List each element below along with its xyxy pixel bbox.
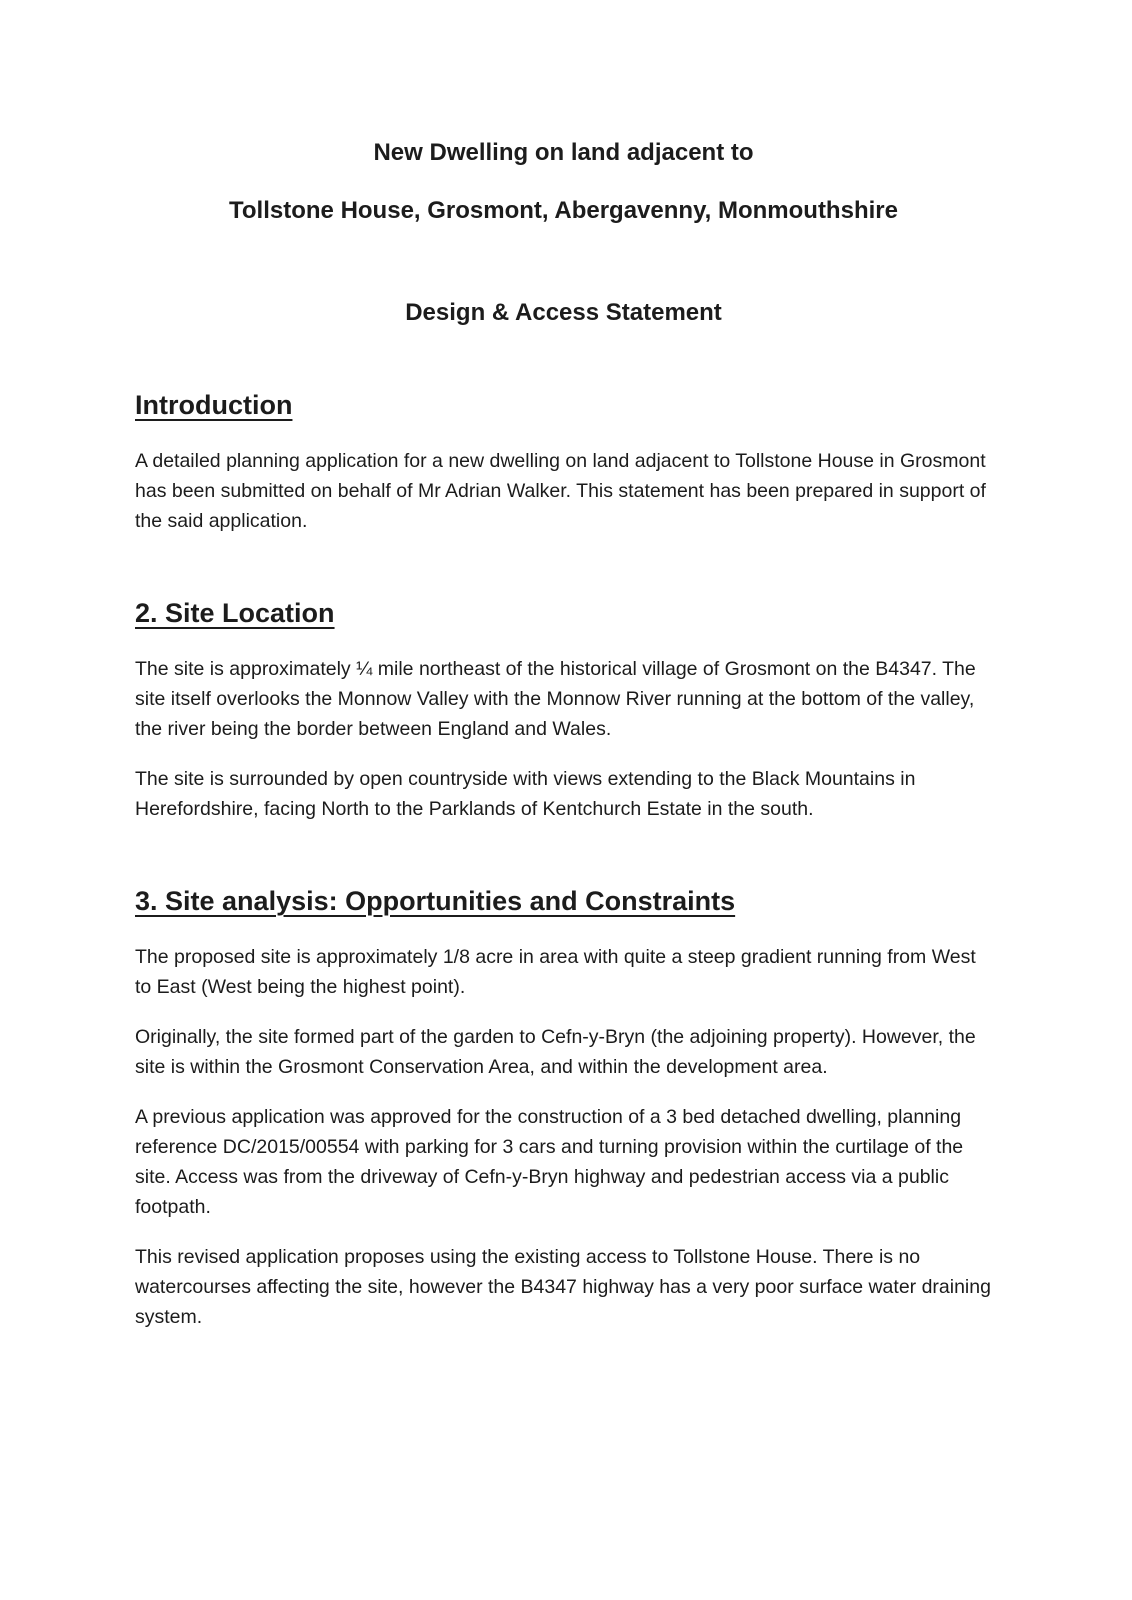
body-paragraph: The proposed site is approximately 1/8 acre in area with quite a steep gradient running from West to East (West being the highest point). xyxy=(135,946,976,998)
document-title-line-1: New Dwelling on land adjacent to xyxy=(373,139,754,166)
body-paragraph: This revised application proposes using the existing access to Tollstone House. There is no watercourses affecting the site, however the B4347 highway has a very poor surface water draining system. xyxy=(135,1246,991,1328)
body-paragraph: The site is surrounded by open countryside with views extending to the Black Mountains in Herefordshire, facing North to the Parklands of Kentchurch Estate in the south. xyxy=(135,768,916,820)
document-subtitle: Design & Access Statement xyxy=(405,299,722,326)
document-section-2 xyxy=(135,596,992,824)
document-title-line-2: Tollstone House, Grosmont, Abergavenny, Monmouthshire xyxy=(229,197,898,224)
document-section-1 xyxy=(135,388,992,536)
body-paragraph: Originally, the site formed part of the garden to Cefn-y-Bryn (the adjoining property). However, the site is within the Grosmont Conservation Area, and within the development area. xyxy=(135,1026,976,1078)
section-heading: Introduction xyxy=(135,390,293,420)
section-heading: 3. Site analysis: Opportunities and Constraints xyxy=(135,886,736,916)
document-sections xyxy=(135,388,992,1332)
section-heading: 2. Site Location xyxy=(135,598,335,628)
body-paragraph: A previous application was approved for the construction of a 3 bed detached dwelling, planning reference DC/2015/00554 with parking for 3 cars and turning provision within the curtilage of the site. Access was from the driveway of Cefn-y-Bryn highway and pedestrian access via a public footpath. xyxy=(135,1106,964,1218)
document-section-3 xyxy=(135,884,992,1332)
body-paragraph: The site is approximately ¼ mile northeast of the historical village of Grosmont on the B4347. The site itself overlooks the Monnow Valley with the Monnow River running at the bottom of the valley, the river being the border between England and Wales. xyxy=(135,658,976,740)
body-paragraph: A detailed planning application for a new dwelling on land adjacent to Tollstone House in Grosmont has been submitted on behalf of Mr Adrian Walker. This statement has been prepared in support of the said application. xyxy=(135,450,986,532)
